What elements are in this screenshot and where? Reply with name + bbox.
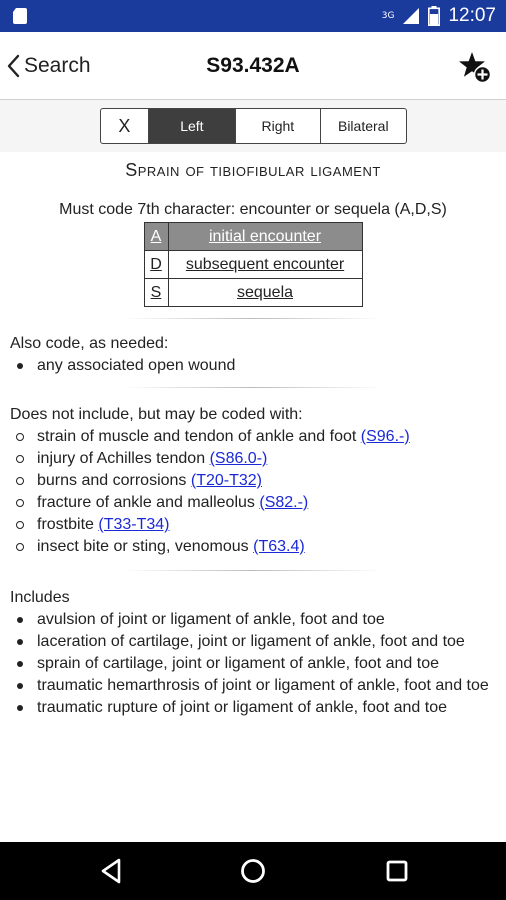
list-item: [10, 492, 496, 514]
code-reference-link[interactable]: (T63.4): [253, 538, 305, 555]
code-reference-link[interactable]: (T20-T32): [190, 472, 262, 489]
list-item: [10, 514, 496, 536]
code-reference-link[interactable]: (S96.-): [360, 428, 410, 445]
list-item: sprain of cartilage, joint or ligament of ankle, foot and toe: [10, 653, 496, 675]
list-item: [10, 470, 496, 492]
list-item: [10, 536, 496, 558]
seventh-char-label: initial encounter: [208, 227, 322, 245]
exclusion-text: injury of Achilles tendon: [37, 450, 206, 467]
nav-back-icon[interactable]: [97, 856, 127, 886]
exclusion-text: frostbite: [37, 516, 94, 533]
signal-icon: [402, 7, 420, 25]
not-include-section: [0, 404, 506, 558]
section-divider: [123, 318, 383, 319]
section-divider: [123, 570, 383, 571]
includes-section: [0, 587, 506, 719]
seventh-char-code: D: [150, 255, 162, 273]
seventh-char-code: A: [150, 227, 162, 245]
laterality-option-bilateral[interactable]: Bilateral: [337, 118, 389, 134]
nav-recents-icon[interactable]: [382, 856, 412, 886]
laterality-selector: [100, 108, 407, 144]
seventh-char-label: subsequent encounter: [185, 255, 345, 273]
chevron-left-icon: [6, 54, 20, 78]
section-divider: [123, 387, 383, 388]
list-item: avulsion of joint or ligament of ankle, foot and toe: [10, 609, 496, 631]
list-item: traumatic rupture of joint or ligament of ankle, foot and toe: [10, 697, 496, 719]
network-type: 3G: [381, 11, 395, 21]
laterality-option-x[interactable]: X: [101, 109, 149, 143]
laterality-bar: [0, 100, 506, 152]
app-toolbar: [0, 32, 506, 100]
list-item: [10, 426, 496, 448]
code-reference-link[interactable]: (T33-T34): [98, 516, 170, 533]
seventh-char-row[interactable]: [144, 251, 362, 279]
laterality-option-right[interactable]: Right: [236, 109, 320, 143]
seventh-char-label: sequela: [236, 283, 294, 301]
also-code-heading: Also code, as needed:: [10, 335, 169, 352]
page-title: S93.432A: [206, 54, 300, 77]
includes-heading: Includes: [10, 589, 70, 606]
status-bar: [0, 0, 506, 32]
star-add-icon[interactable]: [458, 50, 492, 84]
back-label: Search: [24, 54, 91, 77]
seventh-char-heading: Must code 7th character: encounter or sequela (A,D,S): [59, 201, 447, 218]
seventh-char-row[interactable]: [144, 223, 362, 251]
sd-card-icon: [11, 7, 29, 25]
code-description: Sprain of tibiofibular ligament: [125, 160, 381, 180]
exclusion-text: burns and corrosions: [37, 472, 187, 489]
list-item: traumatic hemarthrosis of joint or ligament of ankle, foot and toe: [10, 675, 496, 697]
battery-icon: [428, 6, 440, 26]
code-detail-content[interactable]: [0, 152, 506, 842]
list-item: laceration of cartilage, joint or ligament of ankle, foot and toe: [10, 631, 496, 653]
exclusion-text: insect bite or sting, venomous: [37, 538, 249, 555]
code-reference-link[interactable]: (S82.-): [259, 494, 309, 511]
laterality-option-left[interactable]: Left: [149, 109, 236, 143]
exclusion-text: strain of muscle and tendon of ankle and foot: [37, 428, 357, 445]
list-item: [10, 448, 496, 470]
code-reference-link[interactable]: (S86.0-): [209, 450, 268, 467]
also-code-section: [0, 333, 506, 377]
not-include-heading: Does not include, but may be coded with:: [10, 406, 303, 423]
seventh-char-table: [144, 222, 363, 307]
exclusion-text: fracture of ankle and malleolus: [37, 494, 255, 511]
list-item: any associated open wound: [10, 355, 496, 377]
system-nav-bar: [0, 842, 506, 900]
seventh-char-row[interactable]: [144, 279, 362, 307]
back-to-search-button[interactable]: [6, 50, 91, 82]
seventh-char-code: S: [150, 283, 162, 301]
nav-home-icon[interactable]: [238, 856, 268, 886]
clock: 12:07: [448, 5, 496, 26]
